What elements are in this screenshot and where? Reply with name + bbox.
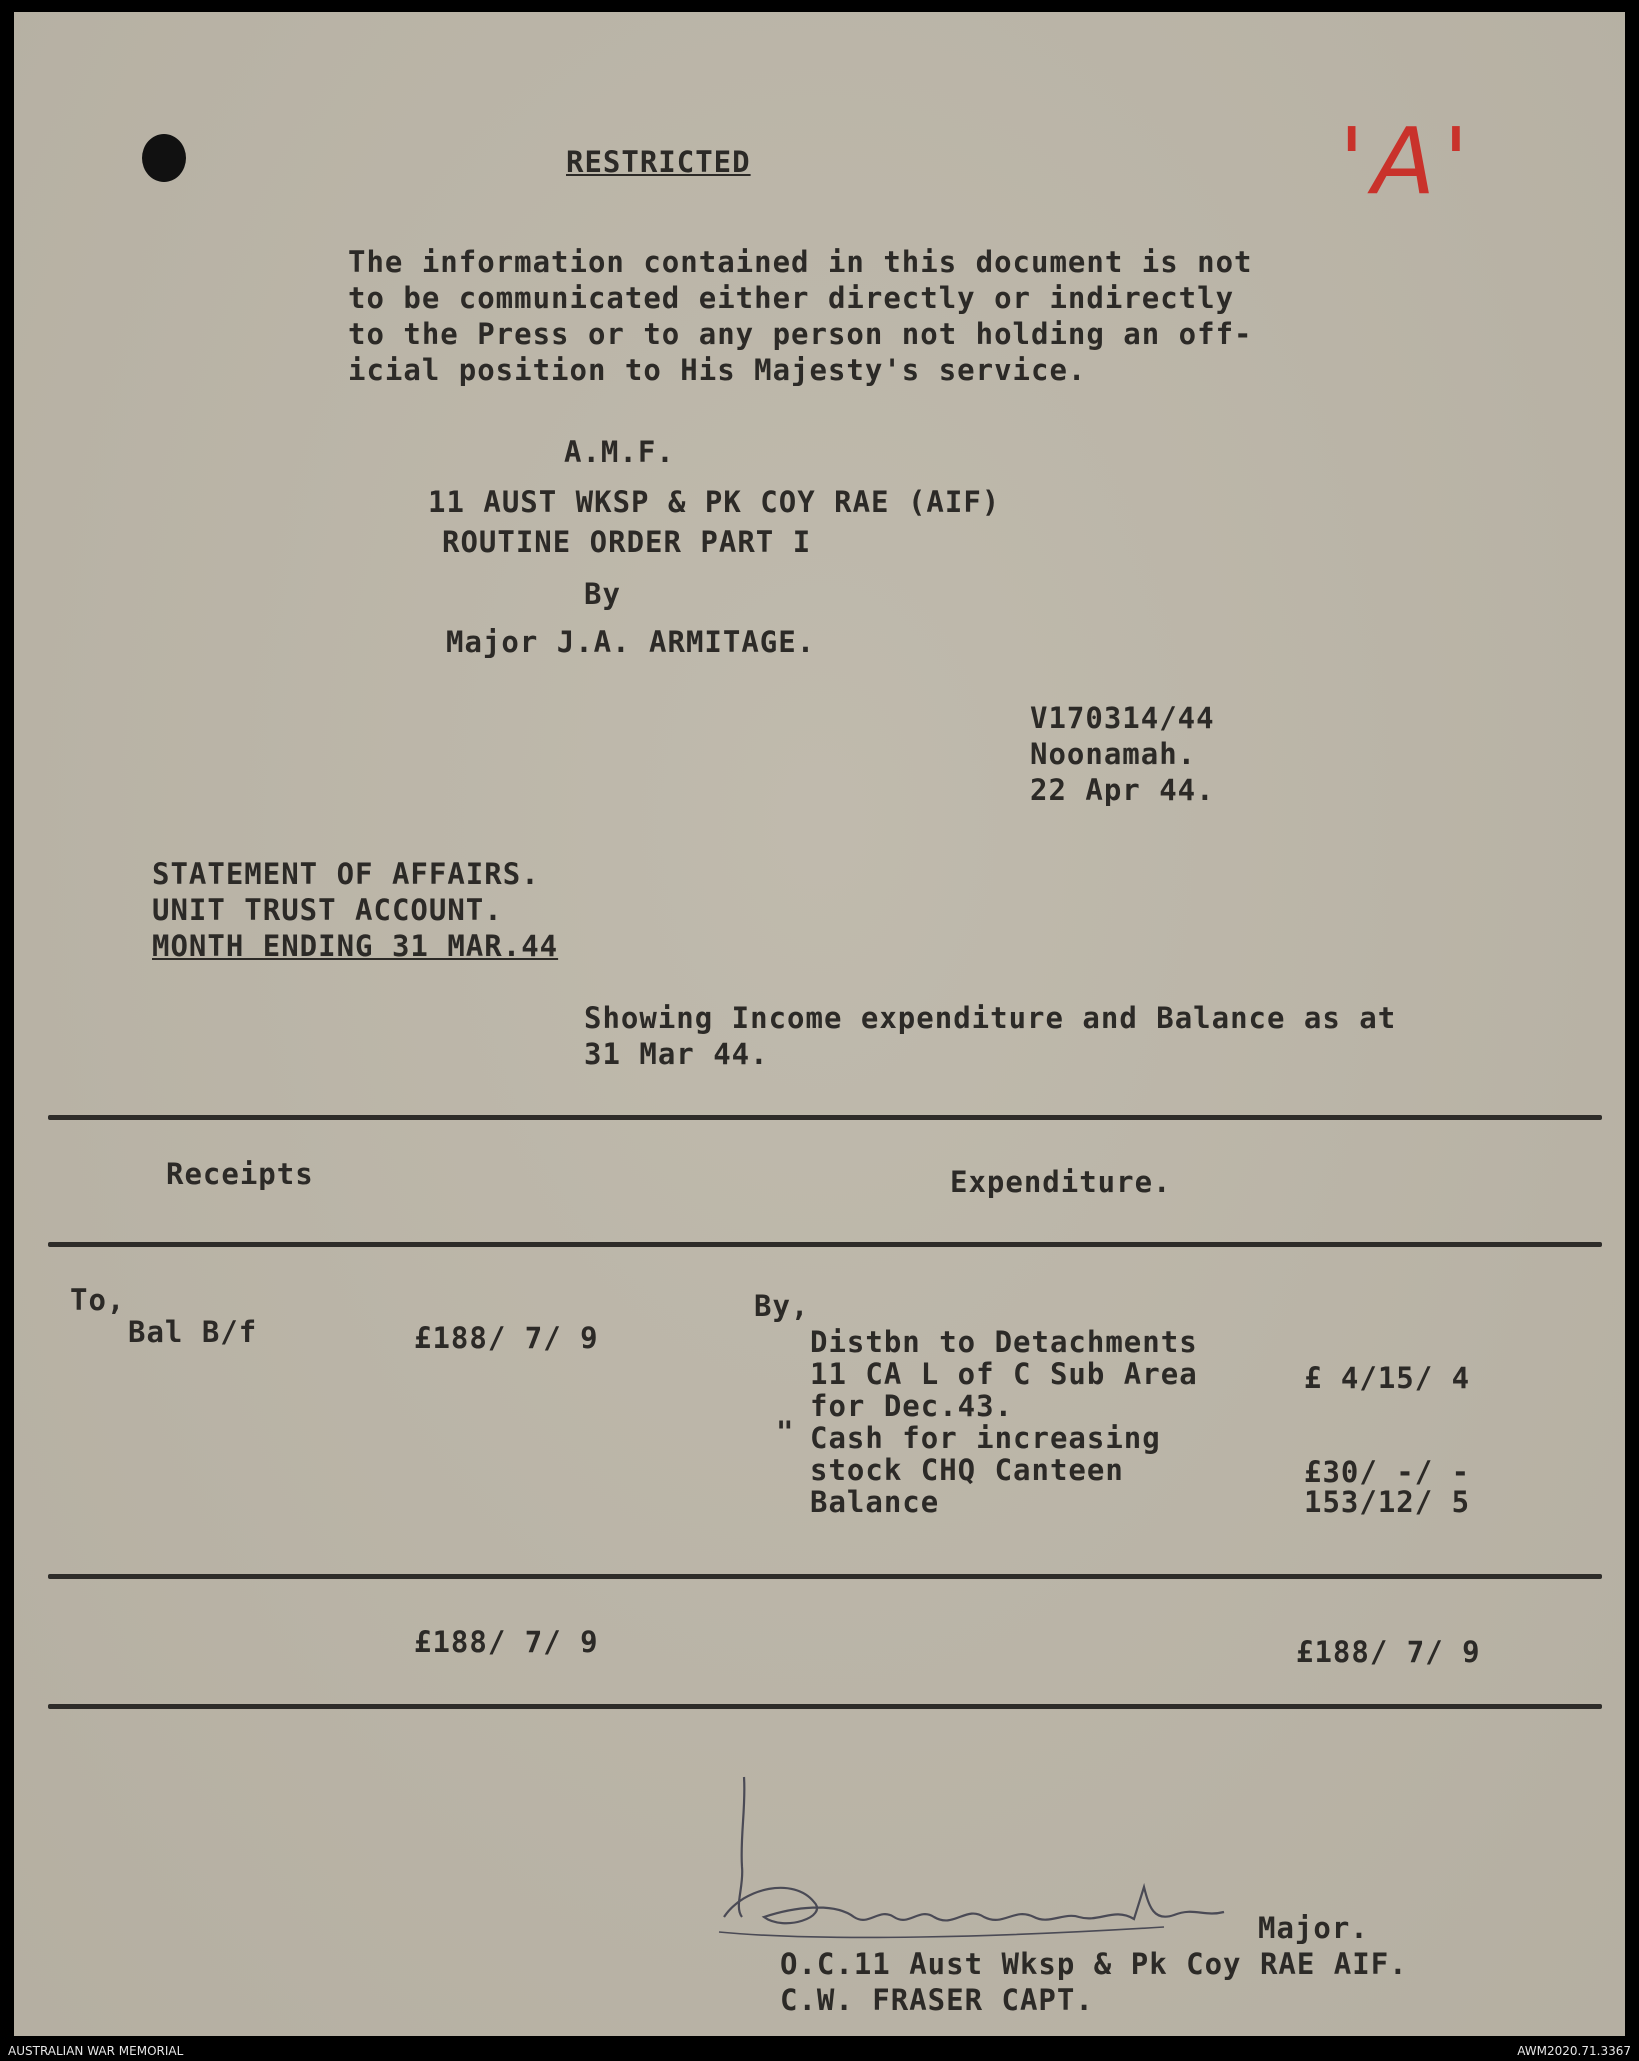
receipt-amount: £188/ 7/ 9 xyxy=(414,1321,599,1355)
receipt-item: Bal B/f xyxy=(128,1315,258,1349)
expenditure-line-6: Balance xyxy=(810,1485,940,1519)
expenditure-amount-2: £30/ -/ - xyxy=(1304,1455,1471,1489)
warning-line-1: The information contained in this document is not xyxy=(348,245,1253,279)
ditto-mark: " xyxy=(776,1415,795,1449)
footer-catalogue-id: AWM2020.71.3367 xyxy=(1517,2044,1631,2058)
statement-description-2: 31 Mar 44. xyxy=(584,1037,769,1071)
footer-institution: AUSTRALIAN WAR MEMORIAL xyxy=(8,2044,184,2058)
red-letter-mark: 'A' xyxy=(1339,108,1477,215)
signature-name: C.W. FRASER CAPT. xyxy=(780,1983,1094,2017)
expenditure-amount-3: 153/12/ 5 xyxy=(1304,1485,1471,1519)
table-top-rule xyxy=(48,1115,1602,1120)
signature-rank: Major. xyxy=(1258,1911,1369,1945)
totals-top-rule xyxy=(48,1574,1602,1579)
expenditure-amount-1: £ 4/15/ 4 xyxy=(1304,1361,1471,1395)
order-title: ROUTINE ORDER PART I xyxy=(442,525,812,559)
warning-line-4: icial position to His Majesty's service. xyxy=(348,353,1087,387)
expenditure-line-3: for Dec.43. xyxy=(810,1389,1014,1423)
by-label: By xyxy=(584,577,621,611)
signature-unit: O.C.11 Aust Wksp & Pk Coy RAE AIF. xyxy=(780,1947,1408,1981)
statement-description-1: Showing Income expenditure and Balance as at xyxy=(584,1001,1397,1035)
reference-date: 22 Apr 44. xyxy=(1030,773,1215,807)
total-receipts: £188/ 7/ 9 xyxy=(414,1625,599,1659)
total-expenditure: £188/ 7/ 9 xyxy=(1296,1635,1481,1669)
warning-line-3: to the Press or to any person not holding an off- xyxy=(348,317,1253,351)
warning-line-2: to be communicated either directly or indirectly xyxy=(348,281,1235,315)
statement-account: UNIT TRUST ACCOUNT. xyxy=(152,893,503,927)
receipts-header: Receipts xyxy=(166,1157,314,1191)
handwritten-signature xyxy=(704,1767,1324,1947)
org-name: A.M.F. xyxy=(564,435,675,469)
document-page xyxy=(14,12,1625,2036)
reference-number: V170314/44 xyxy=(1030,701,1215,735)
classification-heading: RESTRICTED xyxy=(566,145,751,179)
header-bottom-rule xyxy=(48,1242,1602,1247)
officer-name: Major J.A. ARMITAGE. xyxy=(446,625,816,659)
reference-place: Noonamah. xyxy=(1030,737,1197,771)
expenditure-header: Expenditure. xyxy=(950,1165,1172,1199)
expenditure-line-1: Distbn to Detachments xyxy=(810,1325,1198,1359)
statement-title: STATEMENT OF AFFAIRS. xyxy=(152,857,540,891)
expenditure-line-5: stock CHQ Canteen xyxy=(810,1453,1124,1487)
expenditure-line-4: Cash for increasing xyxy=(810,1421,1161,1455)
unit-name: 11 AUST WKSP & PK COY RAE (AIF) xyxy=(428,485,1001,519)
table-bottom-rule xyxy=(48,1704,1602,1709)
by-entry-label: By, xyxy=(754,1289,810,1323)
to-label: To, xyxy=(70,1283,126,1317)
expenditure-line-2: 11 CA L of C Sub Area xyxy=(810,1357,1198,1391)
statement-period: MONTH ENDING 31 MAR.44 xyxy=(152,929,559,963)
punch-hole xyxy=(142,134,186,182)
